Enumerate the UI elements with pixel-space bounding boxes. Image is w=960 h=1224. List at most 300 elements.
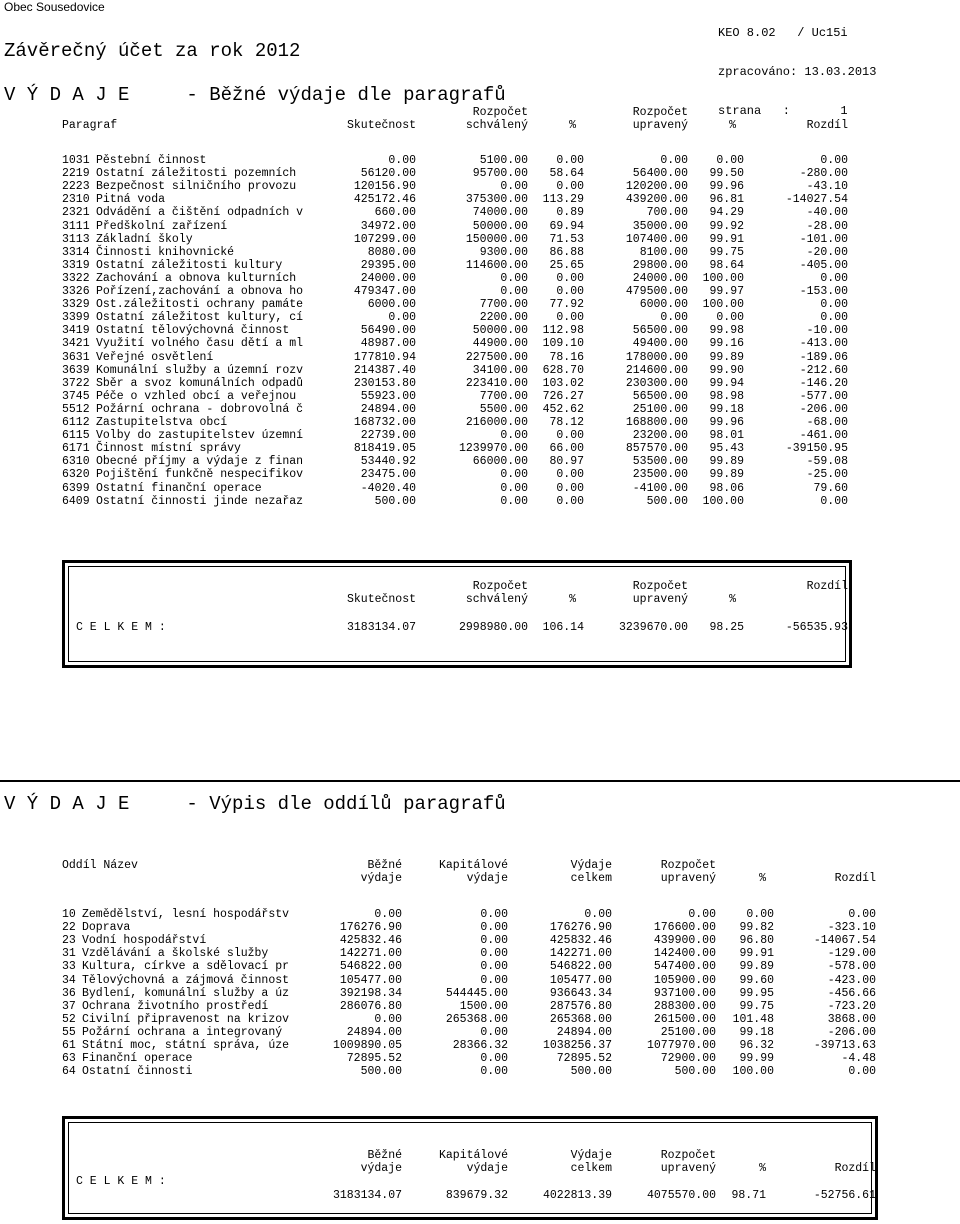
s1-total-header <box>0 593 960 606</box>
skutecnost-value: 29395.00 <box>360 258 416 272</box>
table-row <box>0 455 960 468</box>
table-row <box>0 298 960 311</box>
pct-value: 99.18 <box>739 1025 774 1039</box>
col-skutecnost: Skutečnost <box>346 119 416 132</box>
kapitalove-value: 544445.00 <box>445 986 508 1000</box>
table-row <box>0 233 960 246</box>
col-rozpocet: upravený <box>660 872 716 885</box>
paragraf-code: 6171 <box>62 442 90 456</box>
skutecnost-value: 479347.00 <box>353 285 416 298</box>
upraveny-value: 230300.00 <box>625 376 688 390</box>
table-row <box>0 1013 960 1026</box>
rozdil-value: -39713.63 <box>813 1039 876 1052</box>
rozdil-value: -323.10 <box>827 921 876 935</box>
upraveny-value: 439200.00 <box>625 193 688 207</box>
paragraf-name: Pořízení,zachování a obnova ho <box>96 285 304 298</box>
rozdil-value: -280.00 <box>799 167 848 181</box>
pct1-value: 112.98 <box>542 324 584 338</box>
paragraf-name: Předškolní zařízení <box>96 219 228 233</box>
oddil-name: Kultura, církve a sdělovací pr <box>82 960 290 974</box>
rozdil-value: -28.00 <box>806 219 848 233</box>
oddil-code: 61 <box>62 1039 76 1052</box>
schvaleny-value: 0.00 <box>500 271 528 285</box>
s1t-schvaleny: schválený <box>465 593 528 606</box>
s2t-rozdil: Rozdíl <box>834 1162 876 1175</box>
pct2-value: 95.43 <box>709 442 744 456</box>
oddil-code: 34 <box>62 973 76 987</box>
rozdil-value: -206.00 <box>827 1025 876 1039</box>
org-name: Obec Sousedovice <box>4 0 105 14</box>
pct1-value: 0.00 <box>556 271 584 285</box>
table-row <box>0 416 960 429</box>
s1t-schvaleny-top: Rozpočet <box>472 580 528 593</box>
upraveny-value: 56500.00 <box>632 324 688 338</box>
schvaleny-value: 7700.00 <box>479 389 528 403</box>
upraveny-value: 6000.00 <box>639 298 688 312</box>
upraveny-value: 35000.00 <box>632 219 688 233</box>
upraveny-value: 0.00 <box>660 154 688 167</box>
celkem-value: 72895.52 <box>556 1052 612 1066</box>
kapitalove-value: 0.00 <box>480 1025 508 1039</box>
paragraf-code: 5512 <box>62 402 90 416</box>
skutecnost-value: -4020.40 <box>360 481 416 495</box>
pct-value: 99.99 <box>739 1052 774 1066</box>
rozdil-value: -39150.95 <box>785 442 848 456</box>
schvaleny-value: 2200.00 <box>479 311 528 325</box>
kapitalove-value: 0.00 <box>480 908 508 921</box>
skutecnost-value: 230153.80 <box>353 376 416 390</box>
rozdil-value: -577.00 <box>799 389 848 403</box>
bezne-value: 142271.00 <box>339 947 402 961</box>
pct1-value: 103.02 <box>542 376 584 390</box>
upraveny-value: 107400.00 <box>625 232 688 246</box>
rozdil-value: -461.00 <box>799 429 848 443</box>
page-number: strana : 1 <box>718 104 848 118</box>
rozdil-value: -456.66 <box>827 986 876 1000</box>
page-title: Závěrečný účet za rok 2012 <box>4 40 301 62</box>
celkem-value: 105477.00 <box>549 973 612 987</box>
oddil-name: Finanční operace <box>82 1052 193 1066</box>
kapitalove-value: 265368.00 <box>445 1012 508 1026</box>
upraveny-value: 105900.00 <box>653 973 716 987</box>
bezne-value: 425832.46 <box>339 934 402 948</box>
table-row <box>0 442 960 455</box>
pct1-value: 0.00 <box>556 285 584 298</box>
col-pct: % <box>759 872 766 885</box>
paragraf-code: 6112 <box>62 416 90 429</box>
s2t-bezne-top: Běžné <box>367 1149 402 1162</box>
section1-title: V Ý D A J E - Běžné výdaje dle paragrafů <box>4 84 506 106</box>
upraveny-value: 176600.00 <box>653 921 716 935</box>
paragraf-name: Činnost místní správy <box>96 442 241 456</box>
oddil-name: Státní moc, státní správa, úze <box>82 1039 290 1052</box>
pct1-value: 113.29 <box>542 193 584 207</box>
s1t-upr-value: 3239670.00 <box>618 621 688 634</box>
skutecnost-value: 818419.05 <box>353 442 416 456</box>
s1t-upraveny: upravený <box>632 593 688 606</box>
pct2-value: 98.98 <box>709 389 744 403</box>
oddil-name: Civilní připravenost na krizov <box>82 1012 290 1026</box>
rozdil-value: 0.00 <box>848 1065 876 1079</box>
col-rozpocet-top: Rozpočet <box>660 859 716 872</box>
paragraf-name: Pojištění funkčně nespecifikov <box>96 468 304 482</box>
rozdil-value: 0.00 <box>820 271 848 285</box>
s2t-vydaje: celkem <box>570 1162 612 1175</box>
pct1-value: 0.00 <box>556 494 584 508</box>
celkem-value: 142271.00 <box>549 947 612 961</box>
table-row <box>0 947 960 960</box>
s2t-be-value: 3183134.07 <box>332 1189 402 1202</box>
paragraf-code: 3329 <box>62 298 90 312</box>
celkem-value: 425832.46 <box>549 934 612 948</box>
paragraf-name: Ostatní činnosti jinde nezařaz <box>96 494 304 508</box>
table-row <box>0 377 960 390</box>
rozdil-value: -43.10 <box>806 180 848 194</box>
paragraf-code: 3421 <box>62 337 90 351</box>
skutecnost-value: 425172.46 <box>353 193 416 207</box>
paragraf-code: 2310 <box>62 193 90 207</box>
upraveny-value: 24000.00 <box>632 271 688 285</box>
pct1-value: 66.00 <box>549 442 584 456</box>
pct2-value: 99.91 <box>709 232 744 246</box>
col-kapitalove-top: Kapitálové <box>438 859 508 872</box>
skutecnost-value: 56490.00 <box>360 324 416 338</box>
pct-value: 99.75 <box>739 999 774 1013</box>
pct2-value: 99.96 <box>709 180 744 194</box>
col-paragraf: Paragraf <box>62 119 118 132</box>
rozdil-value: -212.60 <box>799 363 848 377</box>
rozdil-value: -206.00 <box>799 402 848 416</box>
col-oddil: Oddíl Název <box>62 859 138 872</box>
oddil-name: Ochrana životního prostředí <box>82 999 269 1013</box>
table-row <box>0 1026 960 1039</box>
table-row <box>0 272 960 285</box>
bezne-value: 546822.00 <box>339 960 402 974</box>
rozdil-value: -189.06 <box>799 350 848 364</box>
s1t-sch-value: 2998980.00 <box>458 621 528 634</box>
celkem-value: 546822.00 <box>549 960 612 974</box>
rozdil-value: -59.08 <box>806 455 848 469</box>
table-row <box>0 324 960 337</box>
upraveny-value: 500.00 <box>674 1065 716 1079</box>
bezne-value: 176276.90 <box>339 921 402 935</box>
oddil-name: Zemědělství, lesní hospodářstv <box>82 908 290 921</box>
pct2-value: 98.01 <box>709 429 744 443</box>
table-row <box>0 206 960 219</box>
pct1-value: 58.64 <box>549 167 584 181</box>
pct2-value: 100.00 <box>702 298 744 312</box>
schvaleny-value: 0.00 <box>500 180 528 194</box>
upraveny-value: 0.00 <box>688 908 716 921</box>
paragraf-code: 3111 <box>62 219 90 233</box>
rozdil-value: -4.48 <box>841 1052 876 1066</box>
pct2-value: 100.00 <box>702 494 744 508</box>
processed-date: zpracováno: 13.03.2013 <box>718 65 877 79</box>
upraveny-value: 937100.00 <box>653 986 716 1000</box>
skutecnost-value: 34972.00 <box>360 219 416 233</box>
upraveny-value: 479500.00 <box>625 285 688 298</box>
skutecnost-value: 55923.00 <box>360 389 416 403</box>
pct1-value: 25.65 <box>549 258 584 272</box>
table-row <box>0 468 960 481</box>
rozdil-value: -25.00 <box>806 468 848 482</box>
paragraf-name: Obecné příjmy a výdaje z finan <box>96 455 304 469</box>
table-row <box>0 987 960 1000</box>
table-row <box>0 351 960 364</box>
celkem-value: 176276.90 <box>549 921 612 935</box>
paragraf-code: 3399 <box>62 311 90 325</box>
bezne-value: 392198.34 <box>339 986 402 1000</box>
pct1-value: 69.94 <box>549 219 584 233</box>
oddil-code: 31 <box>62 947 76 961</box>
pct1-value: 0.00 <box>556 429 584 443</box>
skutecnost-value: 660.00 <box>374 206 416 220</box>
pct2-value: 0.00 <box>716 311 744 325</box>
upraveny-value: 288300.00 <box>653 999 716 1013</box>
upraveny-value: 29800.00 <box>632 258 688 272</box>
paragraf-code: 3745 <box>62 389 90 403</box>
skutecnost-value: 0.00 <box>388 154 416 167</box>
upraveny-value: 25100.00 <box>660 1025 716 1039</box>
pct1-value: 78.12 <box>549 416 584 429</box>
table-row <box>0 1039 960 1052</box>
pct1-value: 78.16 <box>549 350 584 364</box>
paragraf-name: Činnosti knihovnické <box>96 245 235 259</box>
pct2-value: 99.89 <box>709 350 744 364</box>
schvaleny-value: 0.00 <box>500 468 528 482</box>
pct1-value: 0.00 <box>556 154 584 167</box>
pct-value: 99.60 <box>739 973 774 987</box>
upraveny-value: 23200.00 <box>632 429 688 443</box>
upraveny-value: 72900.00 <box>660 1052 716 1066</box>
celkem-value: 24894.00 <box>556 1025 612 1039</box>
upraveny-value: 700.00 <box>646 206 688 220</box>
paragraf-name: Požární ochrana - dobrovolná č <box>96 402 304 416</box>
schvaleny-value: 114600.00 <box>465 258 528 272</box>
col-vydaje: celkem <box>570 872 612 885</box>
table-row <box>0 934 960 947</box>
kapitalove-value: 0.00 <box>480 1052 508 1066</box>
rozdil-value: 79.60 <box>813 481 848 495</box>
s2t-bezne: výdaje <box>360 1162 402 1175</box>
oddil-code: 52 <box>62 1012 76 1026</box>
upraveny-value: 547400.00 <box>653 960 716 974</box>
paragraf-code: 3314 <box>62 245 90 259</box>
pct-value: 101.48 <box>732 1012 774 1026</box>
oddil-code: 23 <box>62 934 76 948</box>
rozdil-value: -40.00 <box>806 206 848 220</box>
paragraf-code: 2219 <box>62 167 90 181</box>
table-row <box>0 1052 960 1065</box>
paragraf-name: Ost.záležitosti ochrany památe <box>96 298 304 312</box>
s2t-vydaje-top: Výdaje <box>570 1149 612 1162</box>
rozdil-value: 0.00 <box>848 908 876 921</box>
s1t-p2-value: 98.25 <box>709 621 744 634</box>
celkem-value: 936643.34 <box>549 986 612 1000</box>
schvaleny-value: 5100.00 <box>479 154 528 167</box>
col-pct1: % <box>569 119 576 132</box>
rozdil-value: 0.00 <box>820 154 848 167</box>
bezne-value: 105477.00 <box>339 973 402 987</box>
s2t-upr-value: 4075570.00 <box>646 1189 716 1202</box>
pct2-value: 100.00 <box>702 271 744 285</box>
skutecnost-value: 0.00 <box>388 311 416 325</box>
paragraf-name: Sběr a svoz komunálních odpadů <box>96 376 304 390</box>
schvaleny-value: 0.00 <box>500 481 528 495</box>
kapitalove-value: 0.00 <box>480 960 508 974</box>
col-schvaleny-top: Rozpočet <box>472 106 528 119</box>
oddil-name: Vzdělávání a školské služby <box>82 947 269 961</box>
oddil-code: 36 <box>62 986 76 1000</box>
skutecnost-value: 53440.92 <box>360 455 416 469</box>
rozdil-value: -14067.54 <box>813 934 876 948</box>
rozdil-value: -405.00 <box>799 258 848 272</box>
oddil-name: Vodní hospodářství <box>82 934 207 948</box>
oddil-name: Tělovýchovná a zájmová činnost <box>82 973 290 987</box>
paragraf-name: Odvádění a čištění odpadních v <box>96 206 304 220</box>
pct1-value: 452.62 <box>542 402 584 416</box>
s1t-label: C E L K E M : <box>76 621 166 634</box>
pct2-value: 99.18 <box>709 402 744 416</box>
table-row <box>0 220 960 233</box>
skutecnost-value: 214387.40 <box>353 363 416 377</box>
pct2-value: 98.06 <box>709 481 744 495</box>
table-row <box>0 180 960 193</box>
paragraf-code: 3113 <box>62 232 90 246</box>
pct2-value: 94.29 <box>709 206 744 220</box>
rozdil-value: 3868.00 <box>827 1012 876 1026</box>
paragraf-name: Veřejné osvětlení <box>96 350 214 364</box>
rozdil-value: -14027.54 <box>785 193 848 207</box>
pct-value: 99.95 <box>739 986 774 1000</box>
pct-value: 96.80 <box>739 934 774 948</box>
pct2-value: 99.97 <box>709 285 744 298</box>
s2t-kapitalove: výdaje <box>466 1162 508 1175</box>
celkem-value: 287576.80 <box>549 999 612 1013</box>
upraveny-value: 23500.00 <box>632 468 688 482</box>
upraveny-value: 142400.00 <box>653 947 716 961</box>
section2-header <box>0 872 960 885</box>
schvaleny-value: 95700.00 <box>472 167 528 181</box>
pct1-value: 0.00 <box>556 311 584 325</box>
skutecnost-value: 168732.00 <box>353 416 416 429</box>
oddil-name: Bydlení, komunální služby a úz <box>82 986 290 1000</box>
s2-total-header <box>0 1162 960 1175</box>
kapitalove-value: 0.00 <box>480 934 508 948</box>
section2-header-top <box>0 859 960 872</box>
schvaleny-value: 216000.00 <box>465 416 528 429</box>
s2-total-label-row <box>0 1175 960 1188</box>
s1t-rozdil-top: Rozdíl <box>806 580 848 593</box>
rozdil-value: -129.00 <box>827 947 876 961</box>
table-row <box>0 1065 960 1078</box>
paragraf-code: 6115 <box>62 429 90 443</box>
pct1-value: 71.53 <box>549 232 584 246</box>
oddil-name: Doprava <box>82 921 131 935</box>
kapitalove-value: 0.00 <box>480 1065 508 1079</box>
skutecnost-value: 24894.00 <box>360 402 416 416</box>
schvaleny-value: 227500.00 <box>465 350 528 364</box>
paragraf-name: Bezpečnost silničního provozu <box>96 180 297 194</box>
bezne-value: 1009890.05 <box>332 1039 402 1052</box>
schvaleny-value: 66000.00 <box>472 455 528 469</box>
table-row <box>0 193 960 206</box>
table-row <box>0 1000 960 1013</box>
col-pct2: % <box>729 119 736 132</box>
upraveny-value: 0.00 <box>660 311 688 325</box>
col-kapitalove: výdaje <box>466 872 508 885</box>
bezne-value: 500.00 <box>360 1065 402 1079</box>
rozdil-value: 0.00 <box>820 311 848 325</box>
oddil-code: 55 <box>62 1025 76 1039</box>
oddil-code: 22 <box>62 921 76 935</box>
skutecnost-value: 500.00 <box>374 494 416 508</box>
system-version: KEO 8.02 / Uc15i <box>718 26 848 40</box>
s2t-kapitalove-top: Kapitálové <box>438 1149 508 1162</box>
paragraf-code: 3631 <box>62 350 90 364</box>
pct2-value: 98.64 <box>709 258 744 272</box>
rozdil-value: -153.00 <box>799 285 848 298</box>
paragraf-name: Komunální služby a územní rozv <box>96 363 304 377</box>
upraveny-value: 214600.00 <box>625 363 688 377</box>
kapitalove-value: 0.00 <box>480 921 508 935</box>
upraveny-value: 53500.00 <box>632 455 688 469</box>
pct2-value: 99.92 <box>709 219 744 233</box>
s1t-p1-value: 106.14 <box>542 621 584 634</box>
schvaleny-value: 74000.00 <box>472 206 528 220</box>
paragraf-code: 6399 <box>62 481 90 495</box>
table-row <box>0 390 960 403</box>
pct1-value: 77.92 <box>549 298 584 312</box>
celkem-value: 265368.00 <box>549 1012 612 1026</box>
pct1-value: 0.00 <box>556 468 584 482</box>
pct2-value: 99.16 <box>709 337 744 351</box>
table-row <box>0 908 960 921</box>
paragraf-code: 3326 <box>62 285 90 298</box>
paragraf-name: Zachování a obnova kulturních <box>96 271 297 285</box>
upraveny-value: 500.00 <box>646 494 688 508</box>
pct1-value: 80.97 <box>549 455 584 469</box>
schvaleny-value: 1239970.00 <box>458 442 528 456</box>
schvaleny-value: 50000.00 <box>472 219 528 233</box>
pct1-value: 0.00 <box>556 180 584 194</box>
schvaleny-value: 9300.00 <box>479 245 528 259</box>
s1-total-row <box>0 621 960 634</box>
table-row <box>0 154 960 167</box>
table-row <box>0 167 960 180</box>
paragraf-name: Využití volného času dětí a ml <box>96 337 304 351</box>
s1t-upraveny-top: Rozpočet <box>632 580 688 593</box>
pct1-value: 628.70 <box>542 363 584 377</box>
s2t-ka-value: 839679.32 <box>445 1189 508 1202</box>
paragraf-name: Ostatní záležitost kultury, cí <box>96 311 304 325</box>
s1-total-header-top <box>0 580 960 593</box>
paragraf-code: 2223 <box>62 180 90 194</box>
col-bezne-top: Běžné <box>367 859 402 872</box>
pct2-value: 99.96 <box>709 416 744 429</box>
pct-value: 100.00 <box>732 1065 774 1079</box>
s2t-rozpocet: upravený <box>660 1162 716 1175</box>
col-upraveny-top: Rozpočet <box>632 106 688 119</box>
schvaleny-value: 0.00 <box>500 494 528 508</box>
oddil-code: 33 <box>62 960 76 974</box>
s1t-sk-value: 3183134.07 <box>346 621 416 634</box>
rozdil-value: -578.00 <box>827 960 876 974</box>
table-row <box>0 429 960 442</box>
paragraf-name: Péče o vzhled obcí a veřejnou <box>96 389 297 403</box>
celkem-value: 0.00 <box>584 908 612 921</box>
skutecnost-value: 22739.00 <box>360 429 416 443</box>
